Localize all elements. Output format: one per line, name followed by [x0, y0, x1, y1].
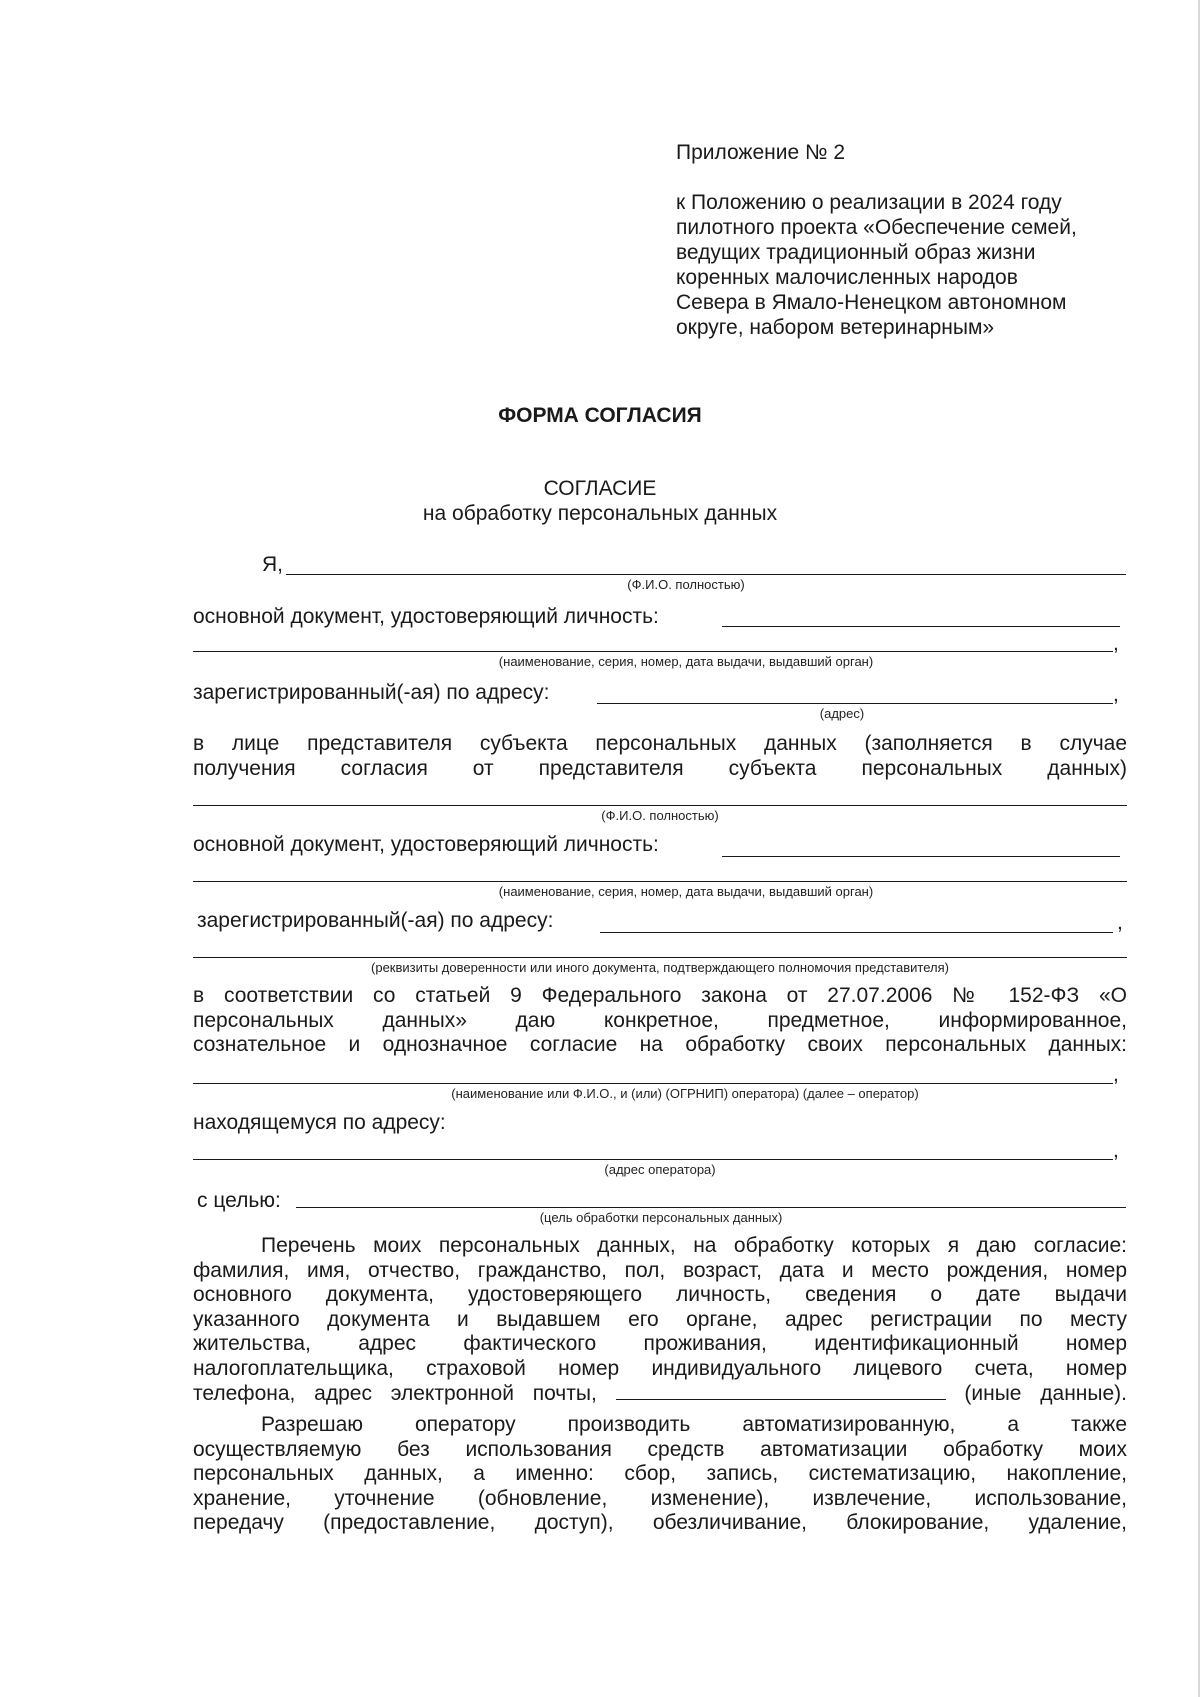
paragraph-line: жительства, адрес фактического проживания, идентификационный номер [193, 1332, 1127, 1355]
personal-data-list [193, 1234, 1127, 1407]
consent-line: сознательное и однозначное согласие на обработку своих персональных данных: [193, 1033, 1127, 1056]
appendix-line: пилотного проекта «Обеспечение семей, [676, 216, 1077, 240]
comma: , [1113, 683, 1119, 706]
representative-document-label: основной документ, удостоверяющий личность: [193, 833, 659, 856]
representative-document-hint: (наименование, серия, номер, дата выдачи, выдавший орган) [498, 884, 874, 899]
appendix-line: ведущих традиционный образ жизни [676, 241, 1036, 265]
paragraph-line: налогоплательщика, страховой номер индивидуального лицевого счета, номер [193, 1356, 1127, 1380]
document-subtitle: на обработку персональных данных [422, 502, 778, 525]
subject-name-hint: (Ф.И.О. полностью) [627, 577, 745, 592]
subject-document-hint: (наименование, серия, номер, дата выдачи, выдавший орган) [498, 654, 874, 669]
subject-document-label: основной документ, удостоверяющий личность: [193, 605, 659, 628]
subject-address-hint: (адрес) [819, 706, 865, 721]
operator-address-field[interactable] [193, 1159, 1113, 1160]
representative-address-label: зарегистрированный(-ая) по адресу: [197, 909, 554, 932]
operator-address-label: находящемуся по адресу: [193, 1111, 446, 1134]
consent-line: в соответствии со статьей 9 Федерального закона от 27.07.2006 № 152-ФЗ «О [193, 984, 1127, 1007]
appendix-title: Приложение № 2 [676, 141, 846, 164]
purpose-field[interactable] [296, 1207, 1126, 1208]
operator-name-hint: (наименование или Ф.И.О., и (или) (ОГРНИП) оператора) (далее – оператор) [451, 1086, 919, 1101]
representative-intro [193, 732, 1127, 781]
document-title: СОГЛАСИЕ [543, 477, 657, 500]
paragraph-line: основного документа, удостоверяющего личность, сведения о дате выдачи [193, 1283, 1127, 1306]
appendix-line: Севера в Ямало-Ненецком автономном [676, 291, 1067, 315]
purpose-hint: (цель обработки персональных данных) [539, 1210, 783, 1225]
operator-name-field[interactable] [193, 1083, 1113, 1084]
paragraph-line: Разрешаю оператору производить автоматизированную, а также [261, 1413, 1127, 1436]
other-data-field[interactable] [616, 1381, 946, 1400]
paragraph-line: передачу (предоставление, доступ), обезличивание, блокирование, удаление, [193, 1511, 1127, 1534]
subject-name-label: Я, [262, 553, 283, 576]
form-heading: ФОРМА СОГЛАСИЯ [498, 404, 702, 427]
paragraph-line: Перечень моих персональных данных, на обработку которых я даю согласие: [261, 1234, 1127, 1257]
paragraph-text: (иные данные). [964, 1382, 1127, 1405]
representative-document-field[interactable] [722, 856, 1120, 857]
paragraph-line: фамилия, имя, отчество, гражданство, пол, возраст, дата и место рождения, номер [193, 1258, 1127, 1282]
consent-paragraph [193, 984, 1127, 1058]
representative-authority-hint: (реквизиты доверенности или иного документа, подтверждающего полномочия представителя) [371, 960, 949, 975]
permission-paragraph [193, 1413, 1127, 1536]
purpose-label: с целью: [197, 1189, 281, 1212]
representative-intro-line: получения согласия от представителя субъекта персональных данных) [193, 756, 1127, 780]
paragraph-line: осуществляемую без использования средств автоматизации обработку моих [193, 1437, 1127, 1461]
representative-address-field[interactable] [600, 932, 1113, 933]
consent-line: персональных данных» даю конкретное, предметное, информированное, [193, 1008, 1127, 1032]
representative-intro-line: в лице представителя субъекта персональных данных (заполняется в случае [193, 732, 1127, 755]
appendix-line: к Положению о реализации в 2024 году [676, 191, 1062, 215]
subject-address-label: зарегистрированный(-ая) по адресу: [193, 681, 550, 704]
representative-authority-field[interactable] [193, 957, 1127, 958]
subject-document-field-line2[interactable] [193, 651, 1113, 652]
subject-address-field[interactable] [597, 703, 1113, 704]
comma: , [1113, 632, 1119, 655]
comma: , [1117, 911, 1123, 934]
paragraph-text: телефона, адрес электронной почты, [193, 1382, 597, 1405]
appendix-block [676, 140, 1077, 340]
operator-address-hint: (адрес оператора) [604, 1162, 716, 1177]
representative-name-hint: (Ф.И.О. полностью) [601, 808, 719, 823]
paragraph-line: персональных данных, а именно: сбор, запись, систематизацию, накопление, [193, 1462, 1127, 1485]
representative-document-field-line2[interactable] [193, 881, 1127, 882]
appendix-line: коренных малочисленных народов [676, 266, 1018, 290]
representative-name-field[interactable] [193, 805, 1127, 806]
comma: , [1113, 1139, 1119, 1162]
subject-name-field[interactable] [286, 574, 1126, 575]
comma: , [1113, 1063, 1119, 1086]
paragraph-line [193, 1381, 1127, 1407]
appendix-line: округе, набором ветеринарным» [676, 316, 995, 340]
paragraph-line: указанного документа и выдавшем его органе, адрес регистрации по месту [193, 1307, 1127, 1331]
paragraph-line: хранение, уточнение (обновление, изменение), извлечение, использование, [193, 1486, 1127, 1510]
subject-document-field[interactable] [722, 626, 1120, 627]
